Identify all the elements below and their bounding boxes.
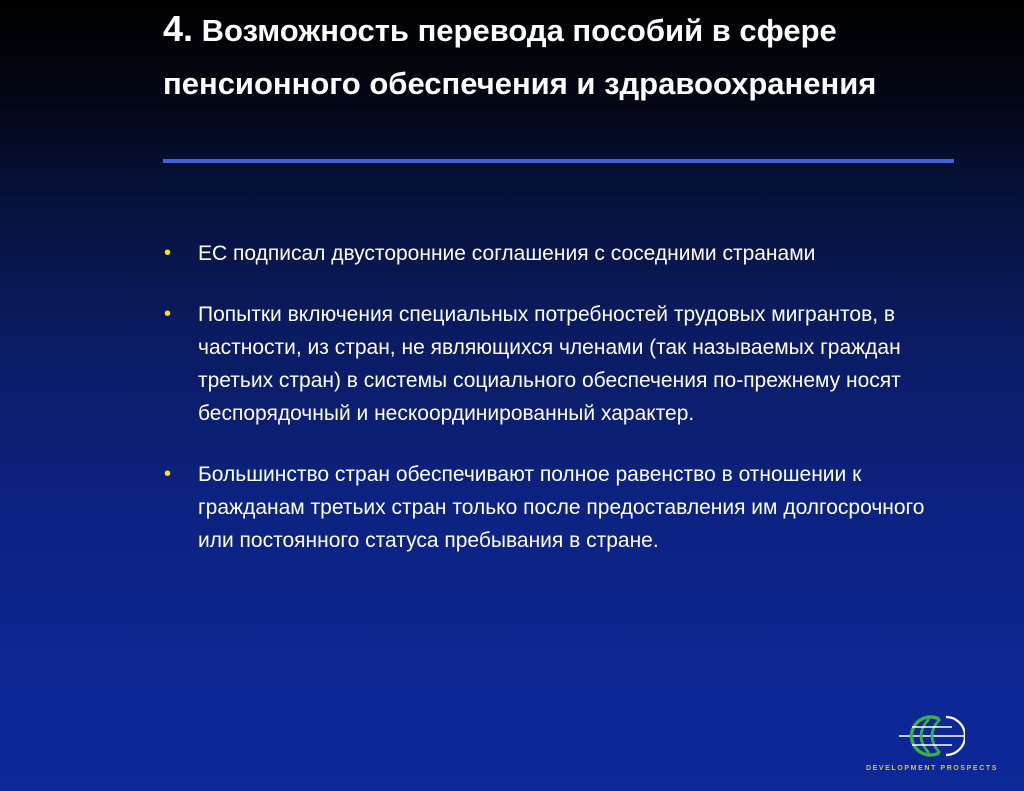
bullet-icon: • [164,242,172,264]
title-text: Возможность перевода пособий в сфере пенсионного обеспечения и здравоохранения [163,13,877,101]
bullet-item [163,458,953,557]
bullet-item [163,237,953,270]
bullet-text: Большинство стран обеспечивают полное равенство в отношении к гражданам третьих стран только после предоставления им долгосрочного или постоянного статуса пребывания в стране. [198,463,925,552]
bullet-text: ЕС подписал двусторонние соглашения с соседними странами [198,242,816,265]
bullet-item [163,298,953,430]
slide-title [163,2,963,110]
globe-icon [899,712,965,760]
bullet-icon: • [164,303,172,325]
title-underline [163,159,954,163]
title-number: 4. [163,8,194,49]
bullet-icon: • [164,463,172,485]
bullet-text: Попытки включения специальных потребностей трудовых мигрантов, в частности, из стран, не являющихся членами (так называемых граждан третьих стран) в системы социального обеспечения по-прежнему носят беспорядочный и нескоординированный характер. [198,303,901,425]
bullet-list [163,237,953,557]
logo-text: DEVELOPMENT PROSPECTS [866,765,999,772]
development-prospects-logo [866,712,998,778]
